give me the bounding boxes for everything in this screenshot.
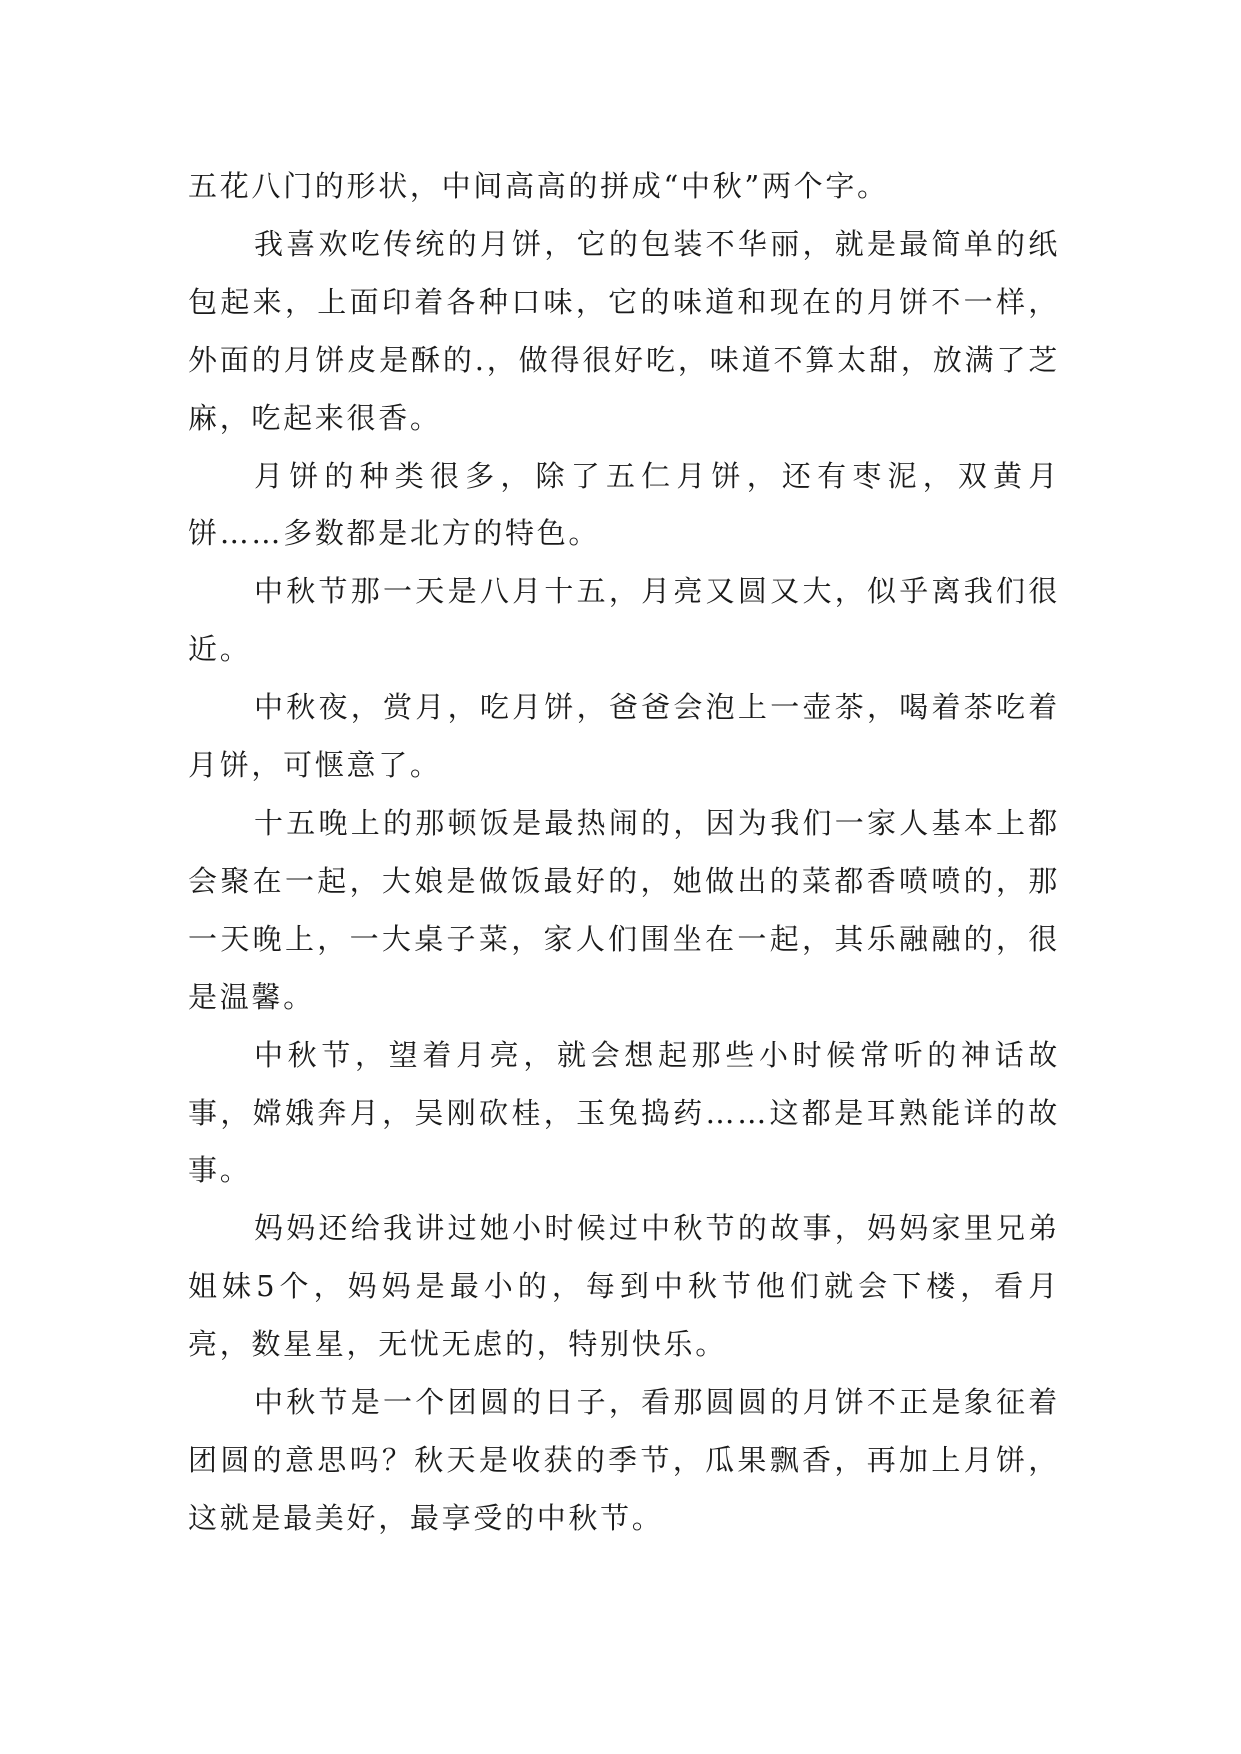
document-body [188, 158, 1060, 1548]
paragraph-reunion: 中秋节是一个团圆的日子，看那圆圆的月饼不正是象征着团圆的意思吗？秋天是收获的季节，瓜果飘香，再加上月饼，这就是最美好，最享受的中秋节。 [188, 1385, 1060, 1535]
paragraph-traditional-mooncake: 我喜欢吃传统的月饼，它的包装不华丽，就是最简单的纸包起来，上面印着各种口味，它的味道和现在的月饼不一样，外面的月饼皮是酥的.，做得很好吃，味道不算太甜，放满了芝麻，吃起来很香。 [188, 226, 1060, 435]
paragraph-family-dinner: 十五晚上的那顿饭是最热闹的，因为我们一家人基本上都会聚在一起，大娘是做饭最好的，她做出的菜都香喷喷的，那一天晚上，一大桌子菜，家人们围坐在一起，其乐融融的，很是温馨。 [188, 805, 1060, 1014]
paragraph-mooncake-types: 月饼的种类很多，除了五仁月饼，还有枣泥，双黄月饼……多数都是北方的特色。 [188, 458, 1060, 551]
paragraph-mother-story: 妈妈还给我讲过她小时候过中秋节的故事，妈妈家里兄弟姐妹5个，妈妈是最小的，每到中秋节他们就会下楼，看月亮，数星星，无忧无虑的，特别快乐。 [188, 1211, 1060, 1362]
paragraph-full-moon: 中秋节那一天是八月十五，月亮又圆又大，似乎离我们很近。 [188, 574, 1060, 667]
paragraph-mid-autumn-night: 中秋夜，赏月，吃月饼，爸爸会泡上一壶茶，喝着茶吃着月饼，可惬意了。 [188, 690, 1060, 783]
paragraph-continuation: 五花八门的形状，中间高高的拼成“中秋”两个字。 [188, 169, 889, 203]
paragraph-myth-stories: 中秋节，望着月亮，就会想起那些小时候常听的神话故事，嫦娥奔月，吴刚砍桂，玉兔捣药……这都是耳熟能详的故事。 [188, 1037, 1060, 1188]
